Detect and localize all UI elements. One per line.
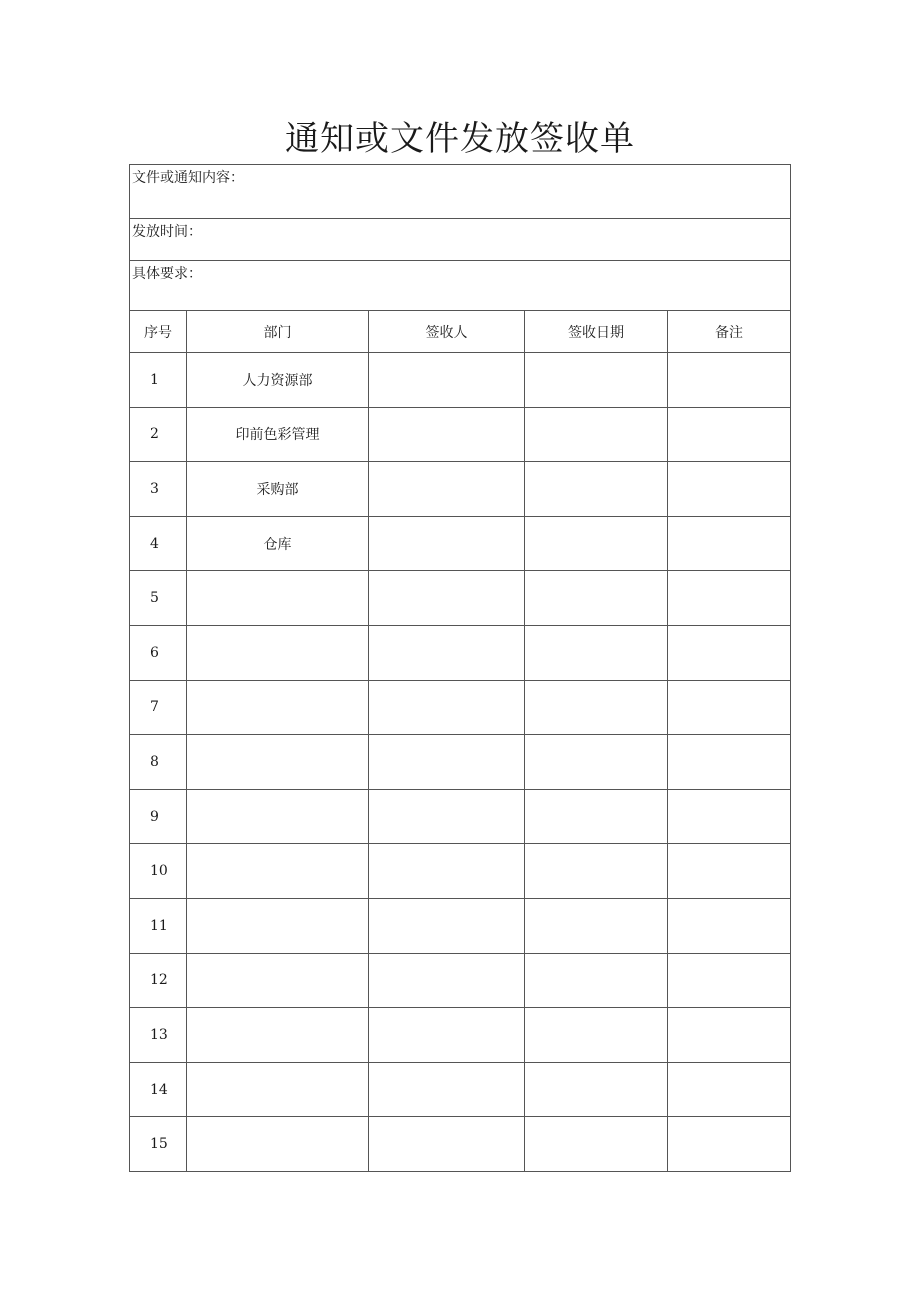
sign-date-cell[interactable] bbox=[525, 625, 668, 680]
signer-cell[interactable] bbox=[369, 735, 525, 790]
table-row bbox=[130, 1117, 791, 1172]
header-signer: 签收人 bbox=[369, 311, 525, 353]
sign-date-cell[interactable] bbox=[525, 1008, 668, 1063]
department-cell[interactable] bbox=[187, 680, 369, 735]
time-row bbox=[130, 219, 791, 261]
department-cell[interactable] bbox=[187, 789, 369, 844]
sign-date-cell[interactable] bbox=[525, 789, 668, 844]
row-number: 14 bbox=[130, 1062, 187, 1117]
table-row bbox=[130, 516, 791, 571]
table-row bbox=[130, 407, 791, 462]
remarks-cell[interactable] bbox=[668, 789, 791, 844]
document-title: 通知或文件发放签收单 bbox=[285, 119, 635, 159]
remarks-cell[interactable] bbox=[668, 898, 791, 953]
remarks-cell[interactable] bbox=[668, 735, 791, 790]
department-cell[interactable]: 采购部 bbox=[187, 462, 369, 517]
signer-cell[interactable] bbox=[369, 898, 525, 953]
department-cell[interactable] bbox=[187, 844, 369, 899]
sign-date-cell[interactable] bbox=[525, 571, 668, 626]
header-row bbox=[130, 311, 791, 353]
sign-date-cell[interactable] bbox=[525, 898, 668, 953]
remarks-cell[interactable] bbox=[668, 571, 791, 626]
signer-cell[interactable] bbox=[369, 789, 525, 844]
sign-date-cell[interactable] bbox=[525, 844, 668, 899]
table-row bbox=[130, 844, 791, 899]
header-remarks: 备注 bbox=[668, 311, 791, 353]
table-row bbox=[130, 1062, 791, 1117]
remarks-cell[interactable] bbox=[668, 844, 791, 899]
content-row bbox=[130, 165, 791, 219]
department-cell[interactable] bbox=[187, 898, 369, 953]
signer-cell[interactable] bbox=[369, 462, 525, 517]
department-cell[interactable] bbox=[187, 571, 369, 626]
department-cell[interactable] bbox=[187, 735, 369, 790]
department-cell[interactable] bbox=[187, 1062, 369, 1117]
sign-date-cell[interactable] bbox=[525, 735, 668, 790]
department-cell[interactable]: 仓库 bbox=[187, 516, 369, 571]
remarks-cell[interactable] bbox=[668, 680, 791, 735]
signer-cell[interactable] bbox=[369, 1062, 525, 1117]
remarks-cell[interactable] bbox=[668, 625, 791, 680]
remarks-cell[interactable] bbox=[668, 516, 791, 571]
department-cell[interactable] bbox=[187, 625, 369, 680]
remarks-cell[interactable] bbox=[668, 1062, 791, 1117]
row-number: 11 bbox=[130, 898, 187, 953]
remarks-cell[interactable] bbox=[668, 353, 791, 408]
row-number: 9 bbox=[130, 789, 187, 844]
signer-cell[interactable] bbox=[369, 1008, 525, 1063]
time-field[interactable]: 发放时间： bbox=[130, 219, 791, 261]
sign-date-cell[interactable] bbox=[525, 462, 668, 517]
row-number: 13 bbox=[130, 1008, 187, 1063]
department-cell[interactable] bbox=[187, 1117, 369, 1172]
receipt-table-body bbox=[130, 165, 791, 1172]
table-row bbox=[130, 353, 791, 408]
remarks-cell[interactable] bbox=[668, 953, 791, 1008]
header-sign-date: 签收日期 bbox=[525, 311, 668, 353]
table-row bbox=[130, 789, 791, 844]
signer-cell[interactable] bbox=[369, 625, 525, 680]
signer-cell[interactable] bbox=[369, 844, 525, 899]
row-number: 3 bbox=[130, 462, 187, 517]
signer-cell[interactable] bbox=[369, 680, 525, 735]
table-row bbox=[130, 680, 791, 735]
sign-date-cell[interactable] bbox=[525, 1117, 668, 1172]
sign-date-cell[interactable] bbox=[525, 516, 668, 571]
remarks-cell[interactable] bbox=[668, 1008, 791, 1063]
table-row bbox=[130, 462, 791, 517]
sign-date-cell[interactable] bbox=[525, 353, 668, 408]
department-cell[interactable] bbox=[187, 953, 369, 1008]
table-row bbox=[130, 953, 791, 1008]
signer-cell[interactable] bbox=[369, 571, 525, 626]
table-row bbox=[130, 898, 791, 953]
row-number: 8 bbox=[130, 735, 187, 790]
sign-date-cell[interactable] bbox=[525, 1062, 668, 1117]
requirement-row bbox=[130, 261, 791, 311]
row-number: 4 bbox=[130, 516, 187, 571]
department-cell[interactable]: 人力资源部 bbox=[187, 353, 369, 408]
content-field[interactable]: 文件或通知内容： bbox=[130, 165, 791, 219]
row-number: 1 bbox=[130, 353, 187, 408]
sign-date-cell[interactable] bbox=[525, 680, 668, 735]
row-number: 10 bbox=[130, 844, 187, 899]
table-row bbox=[130, 625, 791, 680]
row-number: 12 bbox=[130, 953, 187, 1008]
sign-date-cell[interactable] bbox=[525, 953, 668, 1008]
remarks-cell[interactable] bbox=[668, 1117, 791, 1172]
remarks-cell[interactable] bbox=[668, 462, 791, 517]
signer-cell[interactable] bbox=[369, 353, 525, 408]
table-row bbox=[130, 735, 791, 790]
signer-cell[interactable] bbox=[369, 1117, 525, 1172]
header-no: 序号 bbox=[130, 311, 187, 353]
department-cell[interactable]: 印前色彩管理 bbox=[187, 407, 369, 462]
signer-cell[interactable] bbox=[369, 407, 525, 462]
row-number: 6 bbox=[130, 625, 187, 680]
signer-cell[interactable] bbox=[369, 516, 525, 571]
row-number: 7 bbox=[130, 680, 187, 735]
row-number: 5 bbox=[130, 571, 187, 626]
signer-cell[interactable] bbox=[369, 953, 525, 1008]
row-number: 2 bbox=[130, 407, 187, 462]
sign-date-cell[interactable] bbox=[525, 407, 668, 462]
row-number: 15 bbox=[130, 1117, 187, 1172]
table-row bbox=[130, 571, 791, 626]
remarks-cell[interactable] bbox=[668, 407, 791, 462]
header-department: 部门 bbox=[187, 311, 369, 353]
requirement-field[interactable]: 具体要求： bbox=[130, 261, 791, 311]
table-row bbox=[130, 1008, 791, 1063]
department-cell[interactable] bbox=[187, 1008, 369, 1063]
receipt-table bbox=[129, 164, 791, 1172]
